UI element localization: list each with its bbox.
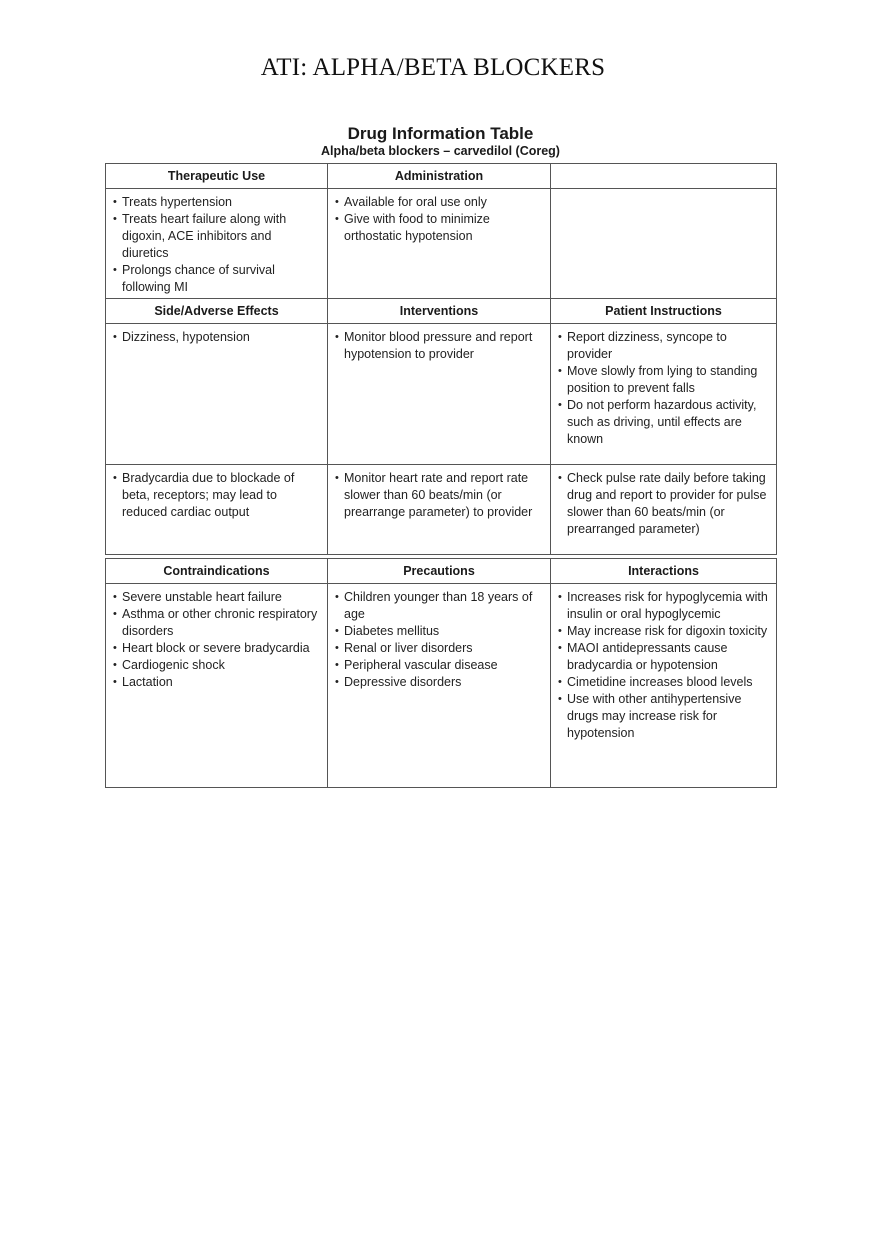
cell-administration <box>328 189 551 299</box>
list-item: • Do not perform hazardous activity, such as driving, until effects are known <box>567 397 770 448</box>
cell-patient-instructions <box>551 324 777 465</box>
list-item: • Prolongs chance of survival following MI <box>122 262 321 296</box>
list-item: • Report dizziness, syncope to provider <box>567 329 770 363</box>
header-interventions: Interventions <box>328 299 551 324</box>
list-item: • Cardiogenic shock <box>122 657 321 674</box>
interventions-list <box>328 465 550 523</box>
list-item: • Treats hypertension <box>122 194 321 211</box>
list-item: • May increase risk for digoxin toxicity <box>567 623 770 640</box>
list-item: • Cimetidine increases blood levels <box>567 674 770 691</box>
cell-patient-instructions <box>551 465 777 555</box>
header-precautions: Precautions <box>328 559 551 584</box>
header-empty <box>551 164 777 189</box>
header-contraindications: Contraindications <box>106 559 328 584</box>
list-item: • Children younger than 18 years of age <box>344 589 544 623</box>
list-item: • MAOI antidepressants cause bradycardia or hypotension <box>567 640 770 674</box>
list-item: • Give with food to minimize orthostatic hypotension <box>344 211 544 245</box>
precautions-list <box>328 584 550 693</box>
cell-side-effects <box>106 465 328 555</box>
cell-side-effects <box>106 324 328 465</box>
header-row-3 <box>106 559 777 584</box>
list-item: • Dizziness, hypotension <box>122 329 321 346</box>
cell-empty <box>551 189 777 299</box>
table-row <box>106 189 777 299</box>
header-row-1 <box>106 164 777 189</box>
cell-precautions <box>328 584 551 788</box>
cell-therapeutic-use <box>106 189 328 299</box>
drug-information-table <box>105 163 777 788</box>
table-subtitle: Alpha/beta blockers – carvedilol (Coreg) <box>321 144 560 158</box>
patient-instructions-list <box>551 324 776 450</box>
list-item: • Renal or liver disorders <box>344 640 544 657</box>
header-interactions: Interactions <box>551 559 777 584</box>
list-item: • Move slowly from lying to standing position to prevent falls <box>567 363 770 397</box>
interactions-list <box>551 584 776 744</box>
patient-instructions-list <box>551 465 776 540</box>
contraindications-list <box>106 584 327 693</box>
list-item: • Monitor blood pressure and report hypotension to provider <box>344 329 544 363</box>
cell-interventions <box>328 324 551 465</box>
header-administration: Administration <box>328 164 551 189</box>
table-heading <box>105 124 776 159</box>
page-title: ATI: ALPHA/BETA BLOCKERS <box>260 54 606 81</box>
cell-interventions <box>328 465 551 555</box>
header-patient-instructions: Patient Instructions <box>551 299 777 324</box>
cell-interactions <box>551 584 777 788</box>
list-item: • Use with other antihypertensive drugs may increase risk for hypotension <box>567 691 770 742</box>
list-item: • Monitor heart rate and report rate slower than 60 beats/min (or prearrange parameter) to provider <box>344 470 544 521</box>
table-row <box>106 324 777 465</box>
table-row <box>106 584 777 788</box>
interventions-list <box>328 324 550 365</box>
side-effects-list <box>106 465 327 523</box>
header-side-effects: Side/Adverse Effects <box>106 299 328 324</box>
cell-contraindications <box>106 584 328 788</box>
header-therapeutic-use: Therapeutic Use <box>106 164 328 189</box>
list-item: • Peripheral vascular disease <box>344 657 544 674</box>
list-item: • Severe unstable heart failure <box>122 589 321 606</box>
side-effects-list <box>106 324 327 348</box>
list-item: • Heart block or severe bradycardia <box>122 640 321 657</box>
list-item: • Check pulse rate daily before taking drug and report to provider for pulse slower than 60 beats/min (or prearranged parameter) <box>567 470 770 538</box>
header-row-2 <box>106 299 777 324</box>
table-title: Drug Information Table <box>347 124 534 143</box>
list-item: • Depressive disorders <box>344 674 544 691</box>
list-item: • Lactation <box>122 674 321 691</box>
list-item: • Asthma or other chronic respiratory disorders <box>122 606 321 640</box>
therapeutic-use-list <box>106 189 327 298</box>
list-item: • Increases risk for hypoglycemia with insulin or oral hypoglycemic <box>567 589 770 623</box>
list-item: • Bradycardia due to blockade of beta, receptors; may lead to reduced cardiac output <box>122 470 321 521</box>
list-item: • Diabetes mellitus <box>344 623 544 640</box>
list-item: • Treats heart failure along with digoxin, ACE inhibitors and diuretics <box>122 211 321 262</box>
list-item: • Available for oral use only <box>344 194 544 211</box>
administration-list <box>328 189 550 247</box>
table-row <box>106 465 777 555</box>
